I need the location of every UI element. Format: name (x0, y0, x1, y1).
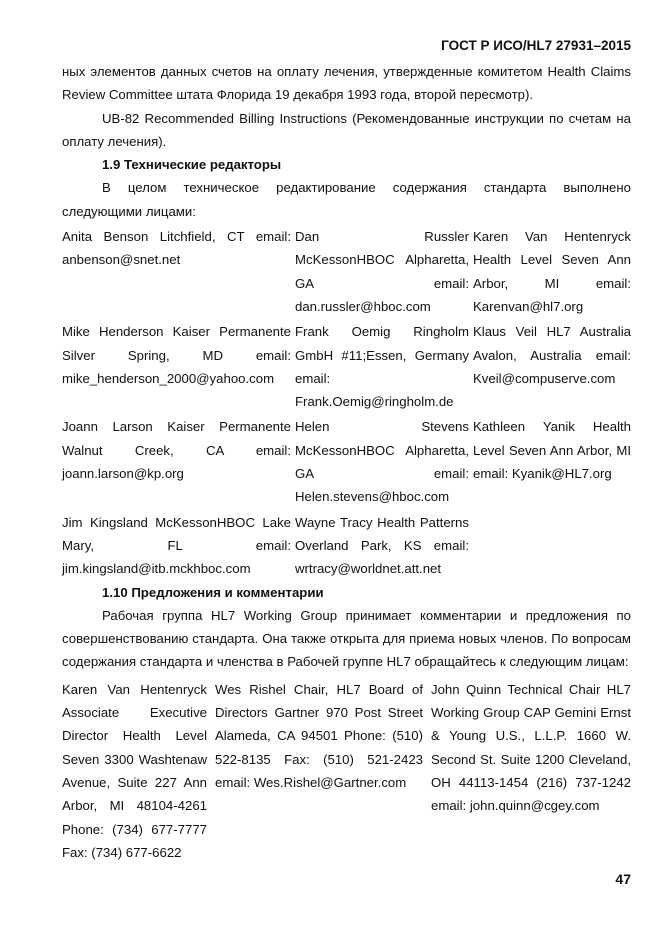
editors-intro: В целом техническое редактирование содержания стандарта выполнено следующими лицами: (62, 180, 631, 219)
editor-entry: Dan Russler McKessonHBOC Alpharetta, GA email: dan.russler@hboc.com (295, 229, 469, 314)
editor-entry: Anita Benson Litchfield, CT email: anbenson@snet.net (62, 229, 291, 268)
section-heading-comments: 1.10 Предложения и комментарии (102, 584, 324, 600)
contact-entry: Wes Rishel Chair, HL7 Board of Directors Gartner 970 Post Street Alameda, CA 94501 Phone: (510) 522-8135 Fax: (510) 521-2423 email: Wes.Rishel@Gartner.com (215, 681, 423, 790)
standard-header: ГОСТ Р ИСО/HL7 27931–2015 (441, 38, 631, 53)
contacts-row (62, 678, 631, 864)
document-body (62, 60, 631, 864)
editors-row (62, 415, 631, 508)
editors-row (62, 320, 631, 413)
editor-entry: Jim Kingsland McKessonHBOC Lake Mary, FL email: jim.kingsland@itb.mckhboc.com (62, 514, 291, 577)
editor-entry: Klaus Veil HL7 Australia Avalon, Australia email: Kveil@compuserve.com (473, 324, 631, 386)
page-number: 47 (615, 871, 631, 887)
editor-entry: Mike Henderson Kaiser Permanente Silver Spring, MD email: mike_henderson_2000@yahoo.com (62, 324, 291, 386)
section-heading-editors: 1.9 Технические редакторы (102, 157, 282, 173)
ub82-paragraph: UB-82 Recommended Billing Instructions (Рекомендованные инструкции по счетам на оплату лечения). (62, 110, 631, 149)
intro-continuation: ных элементов данных счетов на оплату лечения, утвержденные комитетом Health Claims Review Committee штата Флорида 19 декабря 1993 года, второй пересмотр). (62, 64, 631, 103)
editor-entry: Joann Larson Kaiser Permanente Walnut Creek, CA email: joann.larson@kp.org (62, 419, 291, 482)
editor-entry: Frank Oemig Ringholm GmbH #11;Essen, Germany email: Frank.Oemig@ringholm.de (295, 324, 469, 410)
editor-entry: Kathleen Yanik Health Level Seven Ann Arbor, MI email: Kyanik@HL7.org (473, 419, 631, 482)
editor-entry (473, 511, 631, 581)
editor-entry: Wayne Tracy Health Patterns Overland Park, KS email: wrtracy@worldnet.att.net (295, 514, 469, 577)
editors-row (62, 225, 631, 318)
editors-row (62, 511, 631, 581)
contact-entry: John Quinn Technical Chair HL7 Working Group CAP Gemini Ernst & Young U.S., L.L.P. 1660 W. Second St. Suite 1200 Cleveland, OH 44113-1454 (216) 737-1242 email: john.quinn@cgey.com (431, 681, 631, 814)
editor-entry: Karen Van Hentenryck Health Level Seven Ann Arbor, MI email: Karenvan@hl7.org (473, 229, 631, 314)
contact-entry: Karen Van Hentenryck Associate Executive Director Health Level Seven 3300 Washtenaw Avenue, Suite 227 Ann Arbor, MI 48104-4261 Phone: (734) 677-7777 Fax: (734) 677-6622 (62, 681, 207, 860)
editor-entry: Helen Stevens McKessonHBOC Alpharetta, GA email: Helen.stevens@hboc.com (295, 419, 469, 505)
comments-intro: Рабочая группа HL7 Working Group принимает комментарии и предложения по совершенствованию стандарта. Она также открыта для приема новых членов. По вопросам содержания стандарта и членства в Рабочей группе HL7 обращайтесь к следующим лицам: (62, 607, 631, 670)
